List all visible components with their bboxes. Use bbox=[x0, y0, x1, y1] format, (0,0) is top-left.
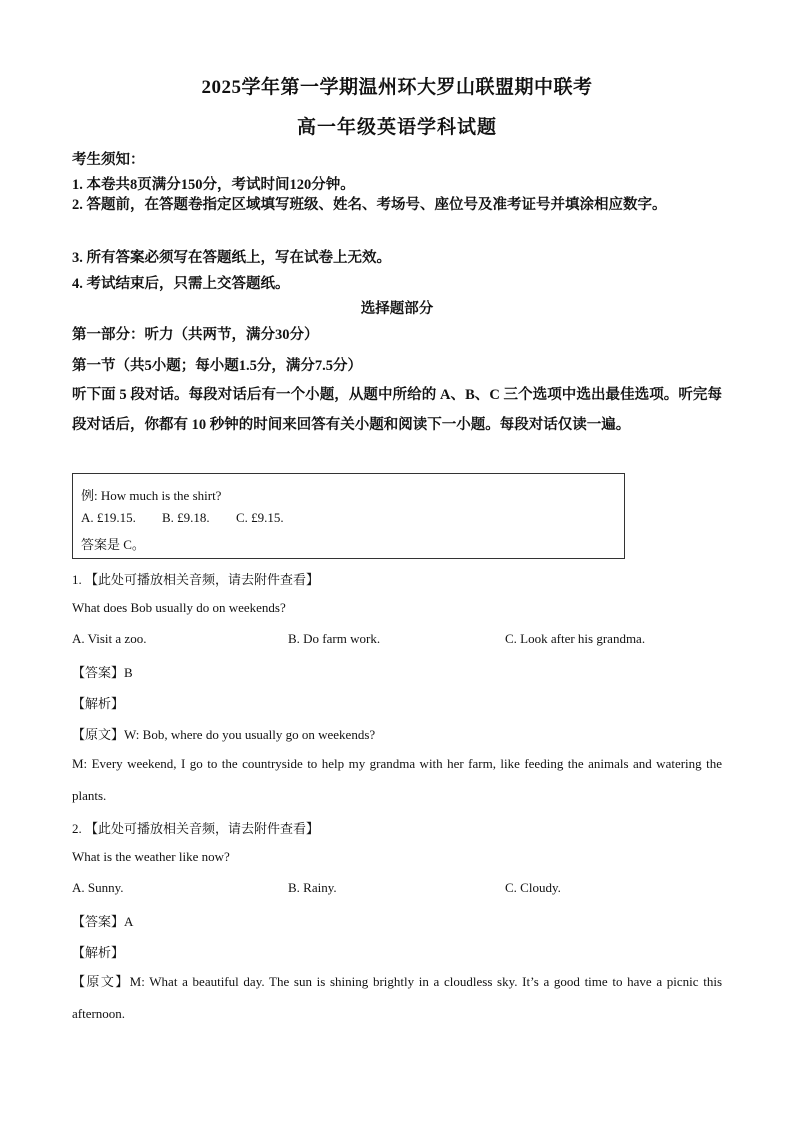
question-1-text: What does Bob usually do on weekends? bbox=[72, 600, 286, 615]
subsection-heading: 第一节（共5小题；每小题1.5分，满分7.5分） bbox=[72, 358, 362, 374]
notice-item-4: 4. 考试结束后，只需上交答题纸。 bbox=[72, 276, 290, 292]
question-1-analysis: 【解析】 bbox=[72, 696, 125, 711]
question-1-transcript-2: M: Every weekend, I go to the countryside to help my grandma with her farm, like feeding the animals and watering the plants. bbox=[72, 756, 722, 803]
question-2-answer: 【答案】A bbox=[72, 914, 134, 929]
example-option-c: C. £9.15. bbox=[236, 510, 284, 525]
question-1-answer: 【答案】B bbox=[72, 665, 133, 680]
question-1-option-a: A. Visit a zoo. bbox=[72, 631, 147, 646]
listening-instructions: 听下面 5 段对话。每段对话后有一个小题，从题中所给的 A、B、C 三个选项中选出最佳选项。听完每段对话后，你都有 10 秒钟的时间来回答有关小题和阅读下一小题。每段对话仅读一遍。 bbox=[72, 387, 722, 433]
question-2-option-c: C. Cloudy. bbox=[505, 880, 561, 895]
notice-item-3: 3. 所有答案必须写在答题纸上，写在试卷上无效。 bbox=[72, 250, 391, 266]
example-option-a: A. £19.15. bbox=[81, 510, 136, 525]
notice-item-1: 1. 本卷共8页满分150分，考试时间120分钟。 bbox=[72, 177, 355, 193]
question-1-transcript: 【原文】W: Bob, where do you usually go on weekends? bbox=[72, 727, 376, 742]
question-1-option-b: B. Do farm work. bbox=[288, 631, 381, 646]
exam-title: 2025学年第一学期温州环大罗山联盟期中联考 bbox=[201, 77, 593, 98]
example-option-b: B. £9.18. bbox=[162, 510, 210, 525]
question-2-transcript: 【原文】M: What a beautiful day. The sun is shining brightly in a cloudless sky. It’s a good time to have a picnic this afternoon. bbox=[72, 974, 722, 1021]
notice-item-2: 2. 答题前，在答题卷指定区域填写班级、姓名、考场号、座位号及准考证号并填涂相应数字。 bbox=[72, 197, 667, 213]
example-question: 例: How much is the shirt? bbox=[81, 488, 222, 503]
question-2-option-a: A. Sunny. bbox=[72, 880, 124, 895]
example-answer: 答案是 C。 bbox=[81, 537, 145, 552]
part-heading: 第一部分：听力（共两节，满分30分） bbox=[72, 327, 319, 343]
question-2-text: What is the weather like now? bbox=[72, 849, 230, 864]
exam-subtitle: 高一年级英语学科试题 bbox=[296, 117, 497, 138]
question-2-analysis: 【解析】 bbox=[72, 945, 125, 960]
question-1-header: 1. 【此处可播放相关音频，请去附件查看】 bbox=[72, 572, 320, 587]
section-title: 选择题部分 bbox=[360, 301, 434, 317]
example-box bbox=[72, 473, 625, 559]
question-1-option-c: C. Look after his grandma. bbox=[505, 631, 646, 646]
question-2-option-b: B. Rainy. bbox=[288, 880, 337, 895]
notice-heading: 考生须知： bbox=[72, 152, 145, 168]
question-2-header: 2. 【此处可播放相关音频，请去附件查看】 bbox=[72, 821, 320, 836]
